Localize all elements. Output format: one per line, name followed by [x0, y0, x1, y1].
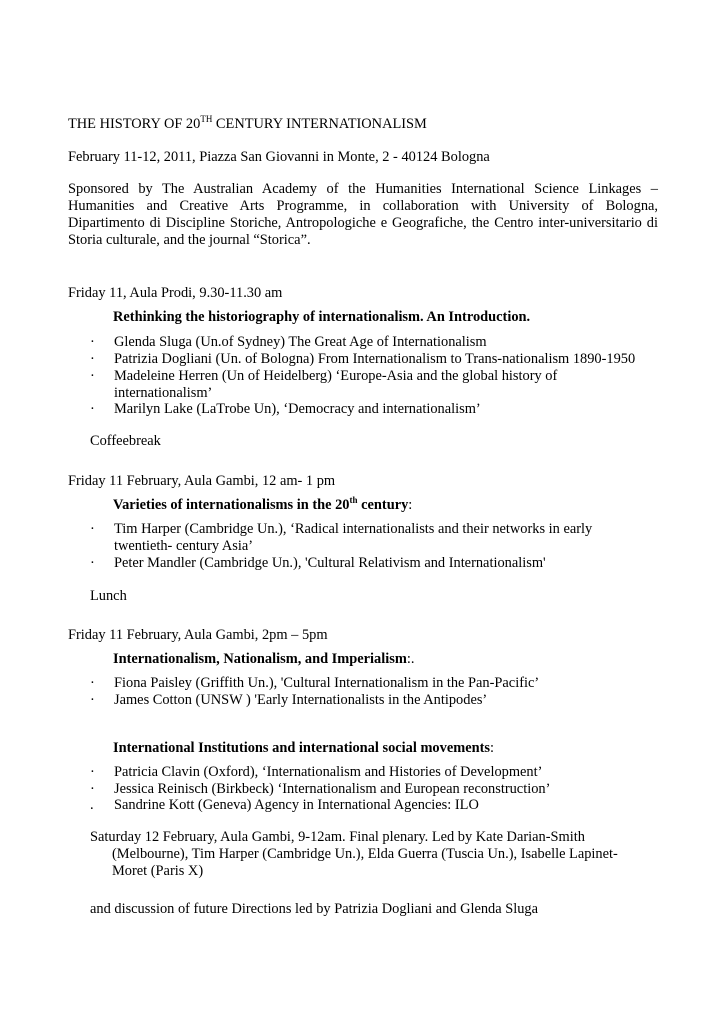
bullet-marker: · [90, 781, 95, 797]
list-item: . Sandrine Kott (Geneva) Agency in International Agencies: ILO [90, 797, 479, 813]
list-item: · Jessica Reinisch (Birkbeck) ‘Internationalism and European reconstruction’ [90, 781, 551, 797]
list-item: · Madeleine Herren (Un of Heidelberg) ‘Europe-Asia and the global history of internationalism’ [90, 368, 558, 401]
list-item: · Peter Mandler (Cambridge Un.), 'Cultural Relativism and Internationalism' [90, 555, 546, 571]
bullet-marker: · [90, 401, 95, 417]
closing-line: and discussion of future Directions led by Patrizia Dogliani and Glenda Sluga [90, 901, 539, 917]
list-item: · Tim Harper (Cambridge Un.), ‘Radical internationalists and their networks in early twentieth- century Asia’ [90, 521, 593, 554]
break-label: Lunch [90, 588, 127, 604]
bullet-marker: · [90, 764, 95, 780]
bullet-marker: · [90, 368, 95, 384]
session-heading: International Institutions and international social movements: [113, 740, 494, 756]
list-item: · James Cotton (UNSW ) 'Early Internationalists in the Antipodes’ [90, 692, 488, 708]
plenary-paragraph: Saturday 12 February, Aula Gambi, 9-12am. Final plenary. Led by Kate Darian-Smith (Melbourne), Tim Harper (Cambridge Un.), Elda Guerra (Tuscia Un.), Isabelle Lapinet- Moret (Paris X) [90, 829, 618, 879]
session-heading: Rethinking the historiography of internationalism. An Introduction. [113, 309, 531, 325]
break-label: Coffeebreak [90, 433, 161, 449]
bullet-marker: · [90, 351, 95, 367]
session-heading: Internationalism, Nationalism, and Imperialism:. [113, 651, 415, 667]
session-slot: Friday 11, Aula Prodi, 9.30-11.30 am [68, 285, 283, 301]
event-dateline: February 11-12, 2011, Piazza San Giovanni in Monte, 2 - 40124 Bologna [68, 149, 490, 165]
bullet-marker: · [90, 692, 95, 708]
bullet-marker: · [90, 675, 95, 691]
bullet-marker: · [90, 334, 95, 350]
session-heading: Varieties of internationalisms in the 20th century: [113, 495, 413, 513]
list-item: · Marilyn Lake (LaTrobe Un), ‘Democracy and internationalism’ [90, 401, 481, 417]
sponsor-paragraph: Sponsored by The Australian Academy of the Humanities International Science Linkages – Humanities and Creative Arts Programme, in collaboration with University of Bologna, Dipartimento di Discipline Storiche, Antropologiche e Geografiche, the Centro inter-universitario di Storia culturale, and the journal “Storica”. [68, 181, 658, 248]
bullet-marker: · [90, 555, 95, 571]
list-item: · Glenda Sluga (Un.of Sydney) The Great Age of Internationalism [90, 334, 487, 350]
document-title: THE HISTORY OF 20TH CENTURY INTERNATIONALISM [68, 114, 427, 132]
list-item: · Patricia Clavin (Oxford), ‘Internationalism and Histories of Development’ [90, 764, 543, 780]
bullet-marker: . [90, 797, 94, 813]
session-slot: Friday 11 February, Aula Gambi, 2pm – 5pm [68, 627, 328, 643]
bullet-marker: · [90, 521, 95, 537]
list-item: · Patrizia Dogliani (Un. of Bologna) From Internationalism to Trans-nationalism 1890-1950 [90, 351, 636, 367]
list-item: · Fiona Paisley (Griffith Un.), 'Cultural Internationalism in the Pan-Pacific’ [90, 675, 540, 691]
session-slot: Friday 11 February, Aula Gambi, 12 am- 1 pm [68, 473, 336, 489]
